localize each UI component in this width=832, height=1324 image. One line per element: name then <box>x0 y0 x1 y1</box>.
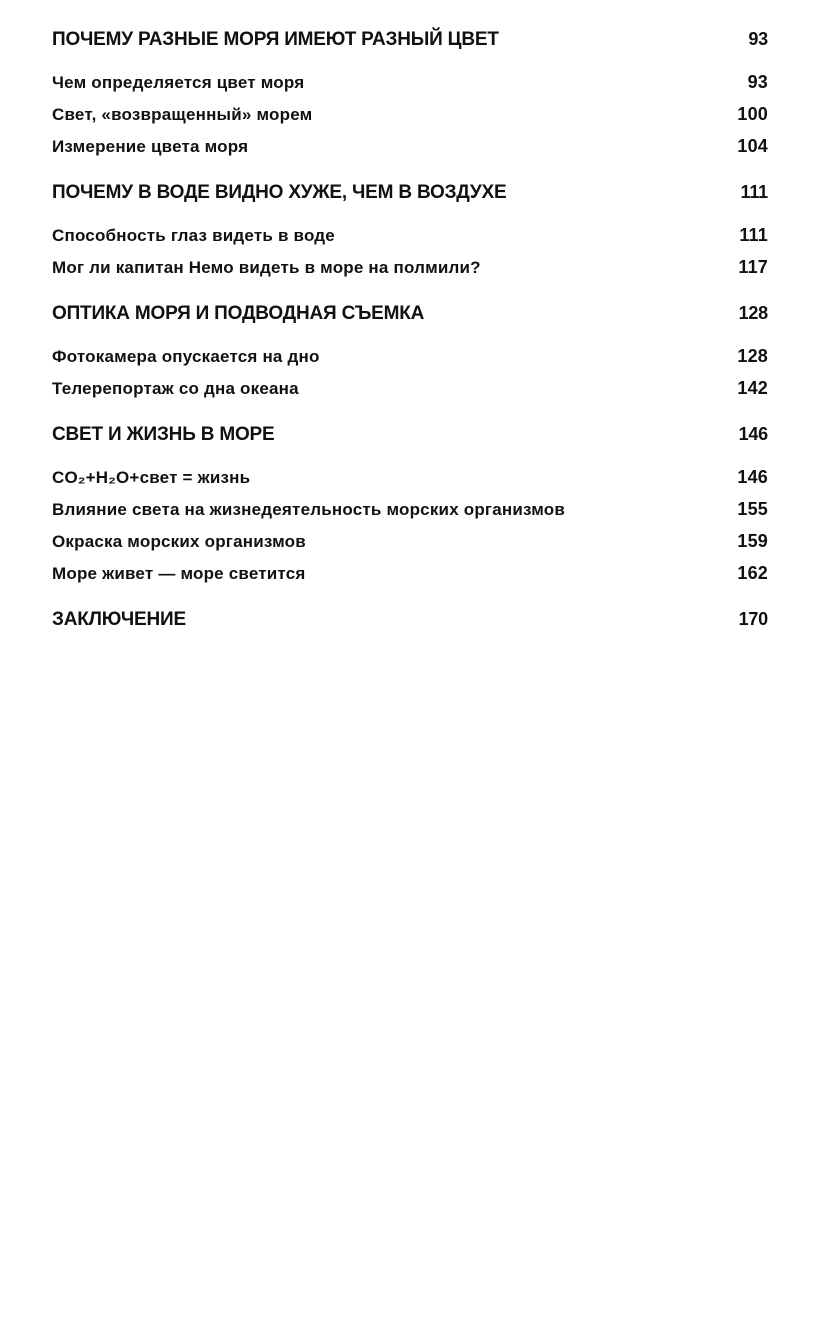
subsection-title: Окраска морских организмов <box>52 532 306 551</box>
subsection-page-number: 100 <box>737 104 768 124</box>
subsection-row <box>52 251 768 283</box>
toc-section <box>52 421 768 589</box>
subsection-title: Измерение цвета моря <box>52 137 249 156</box>
chapter-title: СВЕТ И ЖИЗНЬ В МОРЕ <box>52 424 275 445</box>
subsection-row <box>52 66 768 98</box>
subsection-title: Способность глаз видеть в воде <box>52 226 335 245</box>
subsection-page-number: 159 <box>737 531 768 551</box>
subsection-title: CO₂+H₂O+свет = жизнь <box>52 468 251 487</box>
subsection-title: Влияние света на жизнедеятельность морских организмов <box>52 500 566 519</box>
chapter-row <box>52 421 768 447</box>
subsection-page-number: 117 <box>738 257 768 277</box>
subsection-page-number: 104 <box>737 136 768 156</box>
subsection-row <box>52 98 768 130</box>
subsection-page-number: 93 <box>747 72 768 92</box>
chapter-title: ПОЧЕМУ В ВОДЕ ВИДНО ХУЖЕ, ЧЕМ В ВОЗДУХЕ <box>52 182 507 203</box>
subsection-row <box>52 525 768 557</box>
subsection-title: Телерепортаж со дна океана <box>52 379 299 398</box>
chapter-page-number: 146 <box>738 424 768 444</box>
chapter-page-number: 93 <box>748 29 768 49</box>
subsection-row <box>52 461 768 493</box>
subsection-row <box>52 340 768 372</box>
subsection-row <box>52 130 768 162</box>
toc-section <box>52 179 768 283</box>
subsection-title: Фотокамера опускается на дно <box>52 347 320 366</box>
subsection-row <box>52 493 768 525</box>
toc-section <box>52 26 768 162</box>
chapter-row <box>52 300 768 326</box>
chapter-page-number: 128 <box>738 303 768 323</box>
conclusion-page-number: 170 <box>738 609 768 629</box>
chapter-page-number: 111 <box>740 182 768 202</box>
chapter-title: ПОЧЕМУ РАЗНЫЕ МОРЯ ИМЕЮТ РАЗНЫЙ ЦВЕТ <box>52 29 499 50</box>
subsection-page-number: 128 <box>737 346 768 366</box>
subsection-title: Мог ли капитан Немо видеть в море на полмили? <box>52 258 481 277</box>
chapter-row <box>52 179 768 205</box>
subsection-page-number: 111 <box>739 225 768 245</box>
toc-section <box>52 300 768 404</box>
conclusion-title: ЗАКЛЮЧЕНИЕ <box>52 609 186 630</box>
subsection-page-number: 146 <box>737 467 768 487</box>
chapter-row <box>52 26 768 52</box>
subsection-page-number: 162 <box>737 563 768 583</box>
chapter-title: ОПТИКА МОРЯ И ПОДВОДНАЯ СЪЕМКА <box>52 303 425 324</box>
subsection-page-number: 142 <box>737 378 768 398</box>
table-of-contents <box>52 26 768 646</box>
subsection-page-number: 155 <box>737 499 768 519</box>
subsection-title: Свет, «возвращенный» морем <box>52 105 313 124</box>
subsection-row <box>52 557 768 589</box>
subsection-row <box>52 219 768 251</box>
conclusion-row <box>52 606 768 632</box>
subsection-title: Чем определяется цвет моря <box>52 73 305 92</box>
subsection-title: Море живет — море светится <box>52 564 306 583</box>
subsection-row <box>52 372 768 404</box>
